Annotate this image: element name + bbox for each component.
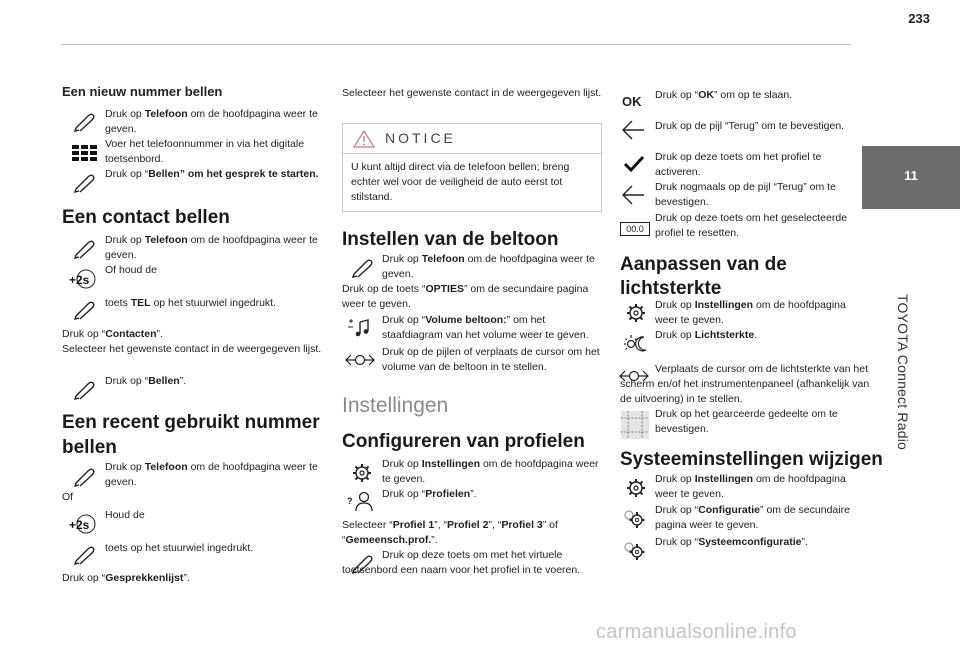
pencil-icon xyxy=(70,298,98,320)
back-arrow-icon xyxy=(620,119,648,141)
chapter-number: 11 xyxy=(904,168,918,183)
text-recent-4: toets op het stuurwiel ingedrukt. xyxy=(105,542,254,554)
pencil-icon xyxy=(70,237,98,259)
text-recent-3: Houd de xyxy=(105,509,145,521)
double-gear-icon xyxy=(620,539,648,561)
notice-header xyxy=(343,124,601,154)
text-bright-3: Verplaats de cursor om de lichtsterkte van het scherm en/of het instrumentenpaneel (afhankelijk van de uitvoering) in te stellen. xyxy=(620,363,870,405)
text-ring-4: Druk op de pijlen of verplaats de cursor om het volume van de beltoon in te stellen. xyxy=(382,346,600,373)
chapter-title: TOYOTA Connect Radio xyxy=(895,294,911,450)
pencil-icon xyxy=(70,543,98,565)
text-ring-1: Druk op Telefoon om de hoofdpagina weer te geven. xyxy=(382,253,595,280)
heading-brightness-2: lichtsterkte xyxy=(620,278,722,299)
pencil-icon xyxy=(70,171,98,193)
svg-text:+2s: +2s xyxy=(69,273,90,287)
text-prof-3: Selecteer “Profiel 1”, “Profiel 2”, “Profiel 3” of “Gemeensch.prof.”. xyxy=(342,519,558,546)
checkmark-icon xyxy=(620,153,648,175)
text-bright-4: Druk op het gearceerde gedeelte om te bevestigen. xyxy=(655,408,838,435)
pencil-icon xyxy=(70,110,98,132)
text-activate: Druk op deze toets om het profiel te activeren. xyxy=(655,151,822,178)
text-recent-2: Of xyxy=(62,491,74,503)
text-new-2: Voer het telefoonnummer in via het digitale toetsenbord. xyxy=(105,138,305,165)
ok-icon: OK xyxy=(622,94,642,109)
double-gear-icon xyxy=(620,507,648,529)
text-prof-4: Druk op deze toets om met het virtuele toetsenbord een naam voor het profiel in te voeren. xyxy=(342,549,581,576)
text-ring-3: Druk op “Volume beltoon:” om het staafdiagram van het volume weer te geven. xyxy=(382,314,589,341)
svg-text:+2s: +2s xyxy=(69,518,90,532)
text-bright-1: Druk op Instellingen om de hoofdpagina weer te geven. xyxy=(655,299,846,326)
grid-hatch-icon xyxy=(620,410,650,440)
text-bright-2: Druk op Lichtsterkte. xyxy=(655,329,758,341)
keypad-icon xyxy=(70,142,98,164)
back-arrow-icon xyxy=(620,184,648,206)
plus-2s-icon xyxy=(68,513,100,535)
text-recent-5: Druk op “Gesprekkenlijst”. xyxy=(62,572,190,584)
pencil-icon xyxy=(70,465,98,487)
heading-contact: Een contact bellen xyxy=(62,207,230,228)
heading-recent-1: Een recent gebruikt nummer xyxy=(62,412,320,433)
heading-system: Systeeminstellingen wijzigen xyxy=(620,449,883,470)
svg-text:?: ? xyxy=(347,496,353,506)
heading-new-number: Een nieuw nummer bellen xyxy=(62,84,223,99)
text-reset: Druk op deze toets om het geselecteerde profiel te resetten. xyxy=(655,212,848,239)
text-sys-3: Druk op “Systeemconfiguratie”. xyxy=(655,536,808,548)
notice-box xyxy=(342,123,602,212)
pencil-icon xyxy=(348,256,376,278)
heading-brightness-1: Aanpassen van de xyxy=(620,254,787,275)
gear-icon xyxy=(348,462,376,484)
text-new-3: Druk op “Bellen” om het gesprek te starten. xyxy=(105,168,319,180)
text-contact-6: Druk op “Bellen”. xyxy=(105,375,187,387)
text-select-contact: Selecteer het gewenste contact in de weergegeven lijst. xyxy=(342,87,602,99)
text-prof-2: Druk op “Profielen”. xyxy=(382,488,477,500)
text-ok: Druk op “OK” om op te slaan. xyxy=(655,89,793,101)
text-recent-1: Druk op Telefoon om de hoofdpagina weer te geven. xyxy=(105,461,318,488)
warning-triangle-icon xyxy=(353,130,375,148)
heading-profiles: Configureren van profielen xyxy=(342,431,585,452)
brightness-icon xyxy=(622,332,650,354)
text-back-1: Druk op de pijl “Terug” om te bevestigen. xyxy=(655,120,845,132)
heading-settings: Instellingen xyxy=(342,394,449,417)
text-new-1: Druk op Telefoon om de hoofdpagina weer te geven. xyxy=(105,108,318,135)
heading-ringtone: Instellen van de beltoon xyxy=(342,229,559,250)
text-sys-1: Druk op Instellingen om de hoofdpagina weer te geven. xyxy=(655,473,846,500)
watermark: carmanualsonline.info xyxy=(596,621,797,643)
slider-arrows-icon xyxy=(344,349,376,371)
gear-icon xyxy=(622,302,650,324)
text-prof-1: Druk op Instellingen om de hoofdpagina weer te geven. xyxy=(382,458,599,485)
notice-label: NOTICE xyxy=(385,130,456,146)
pencil-icon xyxy=(70,378,98,400)
text-contact-5: Selecteer het gewenste contact in de weergegeven lijst. xyxy=(62,343,322,355)
text-contact-4: Druk op “Contacten”. xyxy=(62,328,163,340)
text-sys-2: Druk op “Configuratie” om de secundaire pagina weer te geven. xyxy=(655,504,850,531)
text-ring-2: Druk op de toets “OPTIES” om de secundaire pagina weer te geven. xyxy=(342,283,589,310)
text-back-2: Druk nogmaals op de pijl “Terug” om te bevestigen. xyxy=(655,181,836,208)
notice-text: U kunt altijd direct via de telefoon bellen; breng echter wel voor de veiligheid de auto eerst tot stilstand. xyxy=(351,161,570,203)
text-contact-1: Druk op Telefoon om de hoofdpagina weer te geven. xyxy=(105,234,318,261)
reset-icon: 00.0 xyxy=(620,222,650,236)
header-rule xyxy=(62,44,850,45)
text-contact-3: toets TEL op het stuurwiel ingedrukt. xyxy=(105,297,277,309)
plus-2s-icon xyxy=(68,268,100,290)
profile-icon xyxy=(346,490,374,512)
gear-icon xyxy=(622,477,650,499)
volume-note-icon xyxy=(346,317,374,339)
page-number: 233 xyxy=(908,11,930,26)
heading-recent-2: bellen xyxy=(62,437,117,458)
chapter-tab xyxy=(862,146,960,209)
text-contact-2: Of houd de xyxy=(105,264,157,276)
